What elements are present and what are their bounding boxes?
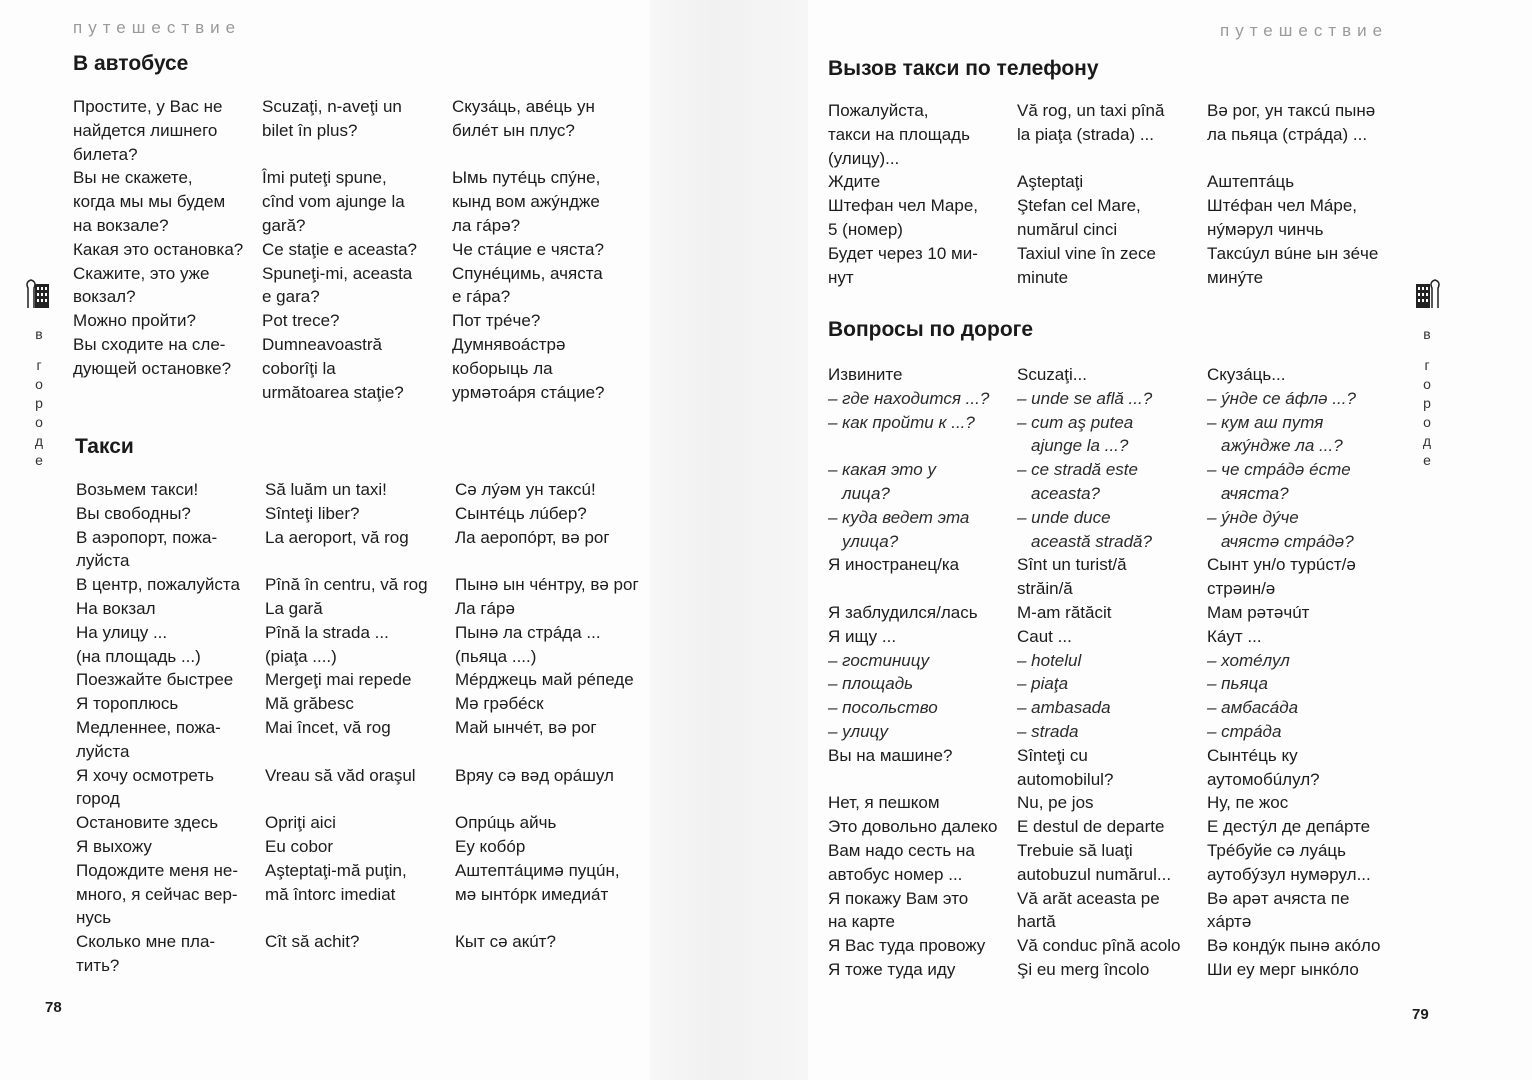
transcription: Ла аеропóрт, вə рог xyxy=(455,527,610,547)
phrase-row xyxy=(828,887,1407,935)
russian-phrase: Вам надо сесть на автобус номер ... xyxy=(828,840,975,884)
transcription: Кáут ... xyxy=(1207,626,1262,646)
russian-phrase: Это довольно далеко xyxy=(828,817,998,837)
romanian-phrase: – hotelul xyxy=(1017,650,1082,670)
transcription: Опрúць айчь xyxy=(455,813,557,833)
transcription: Е дестýл де депáрте xyxy=(1207,817,1371,837)
romanian-phrase: Vă conduc pînă acolo xyxy=(1017,936,1181,956)
russian-phrase: – гостиницу xyxy=(828,650,930,670)
romanian-phrase: Sînteţi liber? xyxy=(265,503,360,523)
romanian-phrase: Scuzaţi... xyxy=(1017,365,1087,384)
transcription: Аштептáцимə пуцúн, мə ынтóрк имедиáт xyxy=(455,860,620,904)
phrase-row xyxy=(828,411,1407,459)
transcription: Вə рог, ун таксú пынə ла пьяца (стрáда) ... xyxy=(1207,101,1376,144)
russian-phrase: Какая это остановка? xyxy=(73,239,244,259)
russian-phrase: Извините xyxy=(828,365,903,384)
phrase-row xyxy=(828,363,1407,387)
romanian-phrase: Trebuie să luaţi autobuzul numărul... xyxy=(1017,840,1172,884)
phrase-row xyxy=(76,811,655,835)
phrase-row xyxy=(828,99,1407,170)
phrase-row xyxy=(828,744,1407,792)
transcription: Таксúул вúне ын зéче минýте xyxy=(1207,243,1379,287)
russian-phrase: Скажите, это уже вокзал? xyxy=(73,263,210,307)
transcription: Трéбуйе сə луáць аутобýзул нумəрул... xyxy=(1207,840,1371,884)
transcription: Штéфан чел Мáре, нýмəрул чинчь xyxy=(1207,196,1358,239)
romanian-phrase: Pînă la strada ... (piaţa ....) xyxy=(265,622,389,666)
transcription: Пот трéче? xyxy=(452,311,541,331)
romanian-phrase: – unde duce această stradă? xyxy=(1017,507,1152,551)
phrase-row xyxy=(828,387,1407,411)
transcription: Сынт ун/о турúст/ə стрəин/ə xyxy=(1207,555,1356,599)
russian-phrase: Остановите здесь xyxy=(76,813,219,833)
transcription: Сынтéць лúбер? xyxy=(455,503,587,523)
russian-phrase: – посольство xyxy=(828,698,938,718)
russian-phrase: Вы свободны? xyxy=(76,503,191,523)
transcription: Скузáць, авéць ун билéт ын плус? xyxy=(452,97,595,140)
phrase-row xyxy=(828,625,1407,649)
right-page xyxy=(808,0,1532,1080)
russian-phrase: Будет через 10 ми- нут xyxy=(828,243,978,287)
book-gutter xyxy=(650,0,808,1080)
romanian-phrase: Vă rog, un taxi pînă la piaţa (strada) ... xyxy=(1017,101,1165,144)
russian-phrase: Я заблудился/лась xyxy=(828,602,978,622)
romanian-phrase: E destul de departe xyxy=(1017,817,1165,837)
phrase-row xyxy=(73,262,652,310)
transcription: Аштептáць xyxy=(1207,172,1295,192)
phrase-row xyxy=(73,309,652,333)
page-number: 78 xyxy=(45,999,62,1016)
romanian-phrase: La gară xyxy=(265,598,323,618)
phrase-table-directions xyxy=(828,363,1407,982)
phrase-table-taxi xyxy=(76,478,655,978)
transcription: Пынə ла стрáда ... (пьяца ....) xyxy=(455,622,601,666)
transcription: Еу кобóр xyxy=(455,836,526,856)
side-tab-word: в xyxy=(1423,326,1431,342)
phrase-row xyxy=(76,764,655,812)
russian-phrase: Штефан чел Маре, 5 (номер) xyxy=(828,196,979,239)
romanian-phrase: Să luăm un taxi! xyxy=(265,480,387,499)
russian-phrase: Простите, у Вас не найдется лишнего билета? xyxy=(73,97,223,164)
phrase-row xyxy=(76,597,655,621)
phrase-row xyxy=(76,668,655,692)
transcription: Ну, пе жос xyxy=(1207,793,1289,813)
russian-phrase: В аэропорт, пожа- луйста xyxy=(76,527,218,571)
transcription: Сə лýəм ун таксú! xyxy=(455,480,596,499)
romanian-phrase: – cum aş putea ajunge la ...? xyxy=(1017,412,1134,456)
phrase-row xyxy=(73,238,652,262)
transcription: Мéрджець май рéпеде xyxy=(455,670,634,690)
transcription: – ýнде дýче ачястə стрáдə? xyxy=(1207,507,1354,551)
running-head: путешествие xyxy=(1220,21,1389,40)
phrase-row xyxy=(828,839,1407,887)
side-tab-word: г о р о д е xyxy=(34,357,44,468)
russian-phrase: Вы сходите на сле- дующей остановке? xyxy=(73,334,232,378)
phrase-row xyxy=(76,573,655,597)
russian-phrase: Я иностранец/ка xyxy=(828,555,960,575)
side-tab xyxy=(1412,278,1442,470)
left-page xyxy=(0,0,650,1080)
phrase-row xyxy=(76,502,655,526)
romanian-phrase: Vă arăt aceasta pe hartă xyxy=(1017,888,1160,932)
transcription: Пынə ын чéнтру, вə рог xyxy=(455,575,639,595)
russian-phrase: – улицу xyxy=(828,721,888,741)
romanian-phrase: – piaţa xyxy=(1017,674,1069,694)
romanian-phrase: Şi eu merg încolo xyxy=(1017,959,1150,979)
romanian-phrase: Scuzaţi, n-aveţi un bilet în plus? xyxy=(262,97,402,140)
romanian-phrase: Nu, pe jos xyxy=(1017,793,1094,813)
transcription: Спунéцимь, ачяста е гáра? xyxy=(452,263,603,307)
russian-phrase: Пожалуйста, такси на площадь (улицу)... xyxy=(828,101,970,168)
romanian-phrase: Pot trece? xyxy=(262,311,340,331)
side-tab-word: г о р о д е xyxy=(1422,357,1432,468)
russian-phrase: Ждите xyxy=(828,172,881,192)
russian-phrase: Сколько мне пла- тить? xyxy=(76,932,216,975)
russian-phrase: Я Вас туда провожу xyxy=(828,936,986,956)
romanian-phrase: Cît să achit? xyxy=(265,932,360,952)
transcription: Думнявоáстрə коборыць ла урмəтоáря стáцие? xyxy=(452,334,605,402)
russian-phrase: Я покажу Вам это на карте xyxy=(828,888,969,932)
transcription: Че стáцие е чяста? xyxy=(452,239,604,259)
city-buildings-icon xyxy=(24,278,54,312)
section-title-directions: Вопросы по дороге xyxy=(828,318,1034,341)
transcription: – пьяца xyxy=(1207,674,1268,694)
transcription: Вряу сə вəд орáшул xyxy=(455,765,614,785)
phrase-row xyxy=(76,859,655,930)
russian-phrase: Я хочу осмотреть город xyxy=(76,765,214,809)
transcription: Вə арəт ачяста пе хáртə xyxy=(1207,888,1350,932)
transcription: Сынтéць ку аутомобúлул? xyxy=(1207,745,1320,789)
transcription: Мам рəтəчúт xyxy=(1207,602,1310,622)
russian-phrase: Вы не скажете, когда мы мы будем на вокзале? xyxy=(73,168,226,235)
romanian-phrase: Mergeţi mai repede xyxy=(265,670,412,690)
romanian-phrase: Îmi puteţi spune, cînd vom ajunge la gară? xyxy=(262,168,405,235)
transcription: Ымь путéць спýне, кынд вом ажýндже ла гáрə? xyxy=(452,168,601,235)
phrase-row xyxy=(828,672,1407,696)
russian-phrase: – где находится ...? xyxy=(828,388,990,408)
romanian-phrase: Taxiul vine în zece minute xyxy=(1017,243,1156,287)
phrase-row xyxy=(76,526,655,574)
russian-phrase: Можно пройти? xyxy=(73,311,196,331)
transcription: Вə кондýк пынə акóло xyxy=(1207,936,1381,956)
romanian-phrase: M-am rătăcit xyxy=(1017,602,1112,622)
russian-phrase: – площадь xyxy=(828,674,914,694)
transcription: – амбасáда xyxy=(1207,698,1299,718)
phrase-row xyxy=(76,835,655,859)
russian-phrase: Я ищу ... xyxy=(828,626,897,646)
russian-phrase: На улицу ... (на площадь ...) xyxy=(76,622,201,666)
phrase-row xyxy=(828,720,1407,744)
russian-phrase: Я тоже туда иду xyxy=(828,959,956,979)
phrase-row xyxy=(828,170,1407,194)
transcription: Ши еу мерг ынкóло xyxy=(1207,959,1359,979)
phrase-row xyxy=(828,553,1407,601)
phrase-row xyxy=(828,934,1407,958)
russian-phrase: Вы на машине? xyxy=(828,745,953,765)
side-tab xyxy=(24,278,54,470)
transcription: Мə грəбéск xyxy=(455,694,544,714)
side-tab-word: в xyxy=(35,326,43,342)
transcription: – хотéлул xyxy=(1207,650,1290,670)
transcription: – стрáда xyxy=(1207,721,1282,741)
phrase-row xyxy=(76,621,655,669)
phrase-row xyxy=(828,815,1407,839)
page-number: 79 xyxy=(1412,1006,1429,1023)
russian-phrase: Возьмем такси! xyxy=(76,480,199,499)
transcription: Скузáць... xyxy=(1207,365,1286,384)
romanian-phrase: Aşteptaţi xyxy=(1017,172,1084,192)
russian-phrase: Я тороплюсь xyxy=(76,694,179,714)
transcription: – кум аш путя ажýндже ла ...? xyxy=(1207,412,1343,456)
romanian-phrase: Ştefan cel Mare, numărul cinci xyxy=(1017,196,1141,239)
russian-phrase: В центр, пожалуйста xyxy=(76,575,240,595)
russian-phrase: – куда ведет эта улица? xyxy=(828,507,970,551)
russian-phrase: Медленнее, пожа- луйста xyxy=(76,717,221,761)
russian-phrase: Подождите меня не- много, я сейчас вер- нусь xyxy=(76,860,239,928)
romanian-phrase: Opriţi aici xyxy=(265,813,336,833)
romanian-phrase: – ce stradă este aceasta? xyxy=(1017,460,1138,503)
phrase-table-taxi-phone xyxy=(828,99,1407,289)
phrase-row xyxy=(828,791,1407,815)
romanian-phrase: Vreau să văd oraşul xyxy=(265,765,416,785)
section-title-bus: В автобусе xyxy=(73,52,189,75)
phrase-row xyxy=(828,242,1407,290)
transcription: Май ынчéт, вə рог xyxy=(455,717,597,737)
phrase-row xyxy=(828,506,1407,554)
romanian-phrase: Sînteţi cu automobilul? xyxy=(1017,745,1114,789)
transcription: Кыт сə акúт? xyxy=(455,932,556,952)
romanian-phrase: Eu cobor xyxy=(265,836,334,856)
phrase-row xyxy=(828,958,1407,982)
romanian-phrase: Mai încet, vă rog xyxy=(265,717,391,737)
phrase-row xyxy=(73,95,652,166)
romanian-phrase: Sînt un turist/ă străin/ă xyxy=(1017,555,1127,599)
phrase-row xyxy=(828,194,1407,242)
phrase-table-bus xyxy=(73,95,652,404)
transcription: – ýнде се áфлə ...? xyxy=(1207,388,1356,408)
phrase-row xyxy=(828,649,1407,673)
romanian-phrase: Pînă în centru, vă rog xyxy=(265,575,428,595)
romanian-phrase: Dumneavoastră coborîţi la următoarea staţie? xyxy=(262,334,404,402)
russian-phrase: Поезжайте быстрее xyxy=(76,670,234,690)
romanian-phrase: Mă grăbesc xyxy=(265,694,354,714)
phrase-row xyxy=(76,930,655,978)
transcription: – че стрáдə éсте ачяста? xyxy=(1207,460,1351,503)
russian-phrase: На вокзал xyxy=(76,598,156,618)
romanian-phrase: Caut ... xyxy=(1017,626,1072,646)
russian-phrase: Я выхожу xyxy=(76,836,152,856)
romanian-phrase: – unde se află ...? xyxy=(1017,388,1153,408)
phrase-row xyxy=(76,716,655,764)
transcription: Ла гáрə xyxy=(455,598,515,618)
romanian-phrase: – strada xyxy=(1017,721,1079,741)
russian-phrase: Нет, я пешком xyxy=(828,793,940,813)
russian-phrase: – какая это у лица? xyxy=(828,460,936,503)
phrase-row xyxy=(73,166,652,237)
romanian-phrase: Aşteptaţi-mă puţin, mă întorc imediat xyxy=(265,860,407,904)
phrase-row xyxy=(828,601,1407,625)
romanian-phrase: La aeroport, vă rog xyxy=(265,527,409,547)
russian-phrase: – как пройти к ...? xyxy=(828,412,975,432)
section-title-taxi-phone: Вызов такси по телефону xyxy=(828,57,1099,80)
phrase-row xyxy=(76,692,655,716)
phrase-row xyxy=(828,458,1407,506)
phrase-row xyxy=(73,333,652,404)
phrase-row xyxy=(76,478,655,502)
romanian-phrase: – ambasada xyxy=(1017,698,1111,718)
phrase-row xyxy=(828,696,1407,720)
romanian-phrase: Ce staţie e aceasta? xyxy=(262,239,417,259)
romanian-phrase: Spuneţi-mi, aceasta e gara? xyxy=(262,263,413,307)
city-buildings-icon xyxy=(1412,278,1442,312)
section-title-taxi: Такси xyxy=(75,435,134,458)
running-head: путешествие xyxy=(73,18,242,37)
